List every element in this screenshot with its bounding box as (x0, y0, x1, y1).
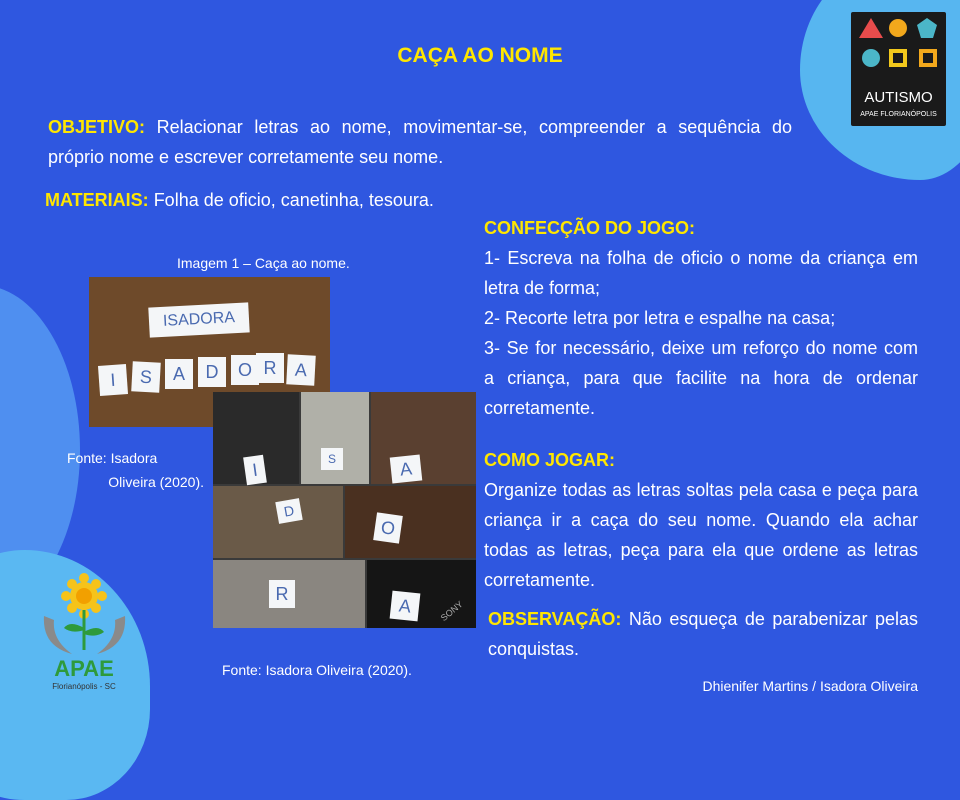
photo1-name-card: ISADORA (148, 302, 249, 337)
photo1-letter: A (286, 354, 316, 385)
como-jogar-section (484, 445, 918, 595)
photo2-letter: A (390, 591, 421, 622)
photo2-tv-brand: SONY (438, 598, 465, 624)
photo2-letter: D (275, 498, 302, 524)
fonte-left (67, 446, 204, 494)
materiais-label: MATERIAIS: (45, 190, 149, 210)
objetivo-paragraph (48, 112, 792, 172)
confeccao-step: 1- Escreva na folha de oficio o nome da criança em letra de forma; (484, 248, 918, 298)
image-caption: Imagem 1 – Caça ao nome. (177, 255, 350, 271)
observacao-paragraph (488, 604, 918, 664)
photo1-letter: A (165, 359, 193, 389)
fonte-left-line1: Fonte: Isadora (67, 450, 158, 466)
photo1-letter: O (231, 355, 259, 385)
autismo-logo-name: AUTISMO (864, 89, 933, 106)
confeccao-step: 2- Recorte letra por letra e espalhe na casa; (484, 308, 836, 328)
photo1-letter: D (198, 357, 226, 387)
como-jogar-text: Organize todas as letras soltas pela casa e peça para criança ir a caça do seu nome. Quando ela achar todas as letras, peça para ela que ordene as letras corretamente. (484, 480, 918, 590)
apae-logo-sub: Florianópolis - SC (52, 682, 116, 691)
photo2-letter: R (269, 580, 295, 608)
autismo-logo (851, 12, 946, 126)
apae-logo-name: APAE (54, 656, 114, 681)
confeccao-step: 3- Se for necessário, deixe um reforço do nome com a criança, para que facilite na hora de ordenar corretamente. (484, 338, 918, 418)
photo1-letter: S (131, 361, 161, 392)
objetivo-text: Relacionar letras ao nome, movimentar-se, compreender a sequência do próprio nome e escrever corretamente seu nome. (48, 117, 792, 167)
autismo-logo-sub: APAE FLORIANÓPOLIS (860, 111, 937, 118)
observacao-text: Não esqueça de parabenizar pelas conquistas. (488, 609, 918, 659)
confeccao-label: CONFECÇÃO DO JOGO: (484, 218, 696, 238)
photo2-letter: S (321, 448, 343, 470)
apae-logo (22, 566, 147, 701)
materiais-paragraph (45, 185, 473, 215)
photo1-letter: I (98, 364, 128, 396)
photo2-letter: A (390, 455, 423, 484)
materiais-text: Folha de oficio, canetinha, tesoura. (153, 190, 434, 210)
fonte-left-line2: Oliveira (2020). (108, 474, 204, 490)
photo2-letter: I (243, 455, 267, 486)
photo1-letter: R (256, 353, 284, 383)
objetivo-label: OBJETIVO: (48, 117, 146, 137)
como-jogar-label: COMO JOGAR: (484, 450, 616, 470)
photo-letters-around-house (213, 392, 476, 628)
page-title: CAÇA AO NOME (397, 44, 563, 67)
observacao-label: OBSERVAÇÃO: (488, 609, 622, 629)
photo2-letter: O (373, 512, 403, 543)
authors: Dhienifer Martins / Isadora Oliveira (702, 678, 918, 694)
fonte-bottom: Fonte: Isadora Oliveira (2020). (222, 662, 412, 678)
confeccao-section (484, 213, 918, 423)
